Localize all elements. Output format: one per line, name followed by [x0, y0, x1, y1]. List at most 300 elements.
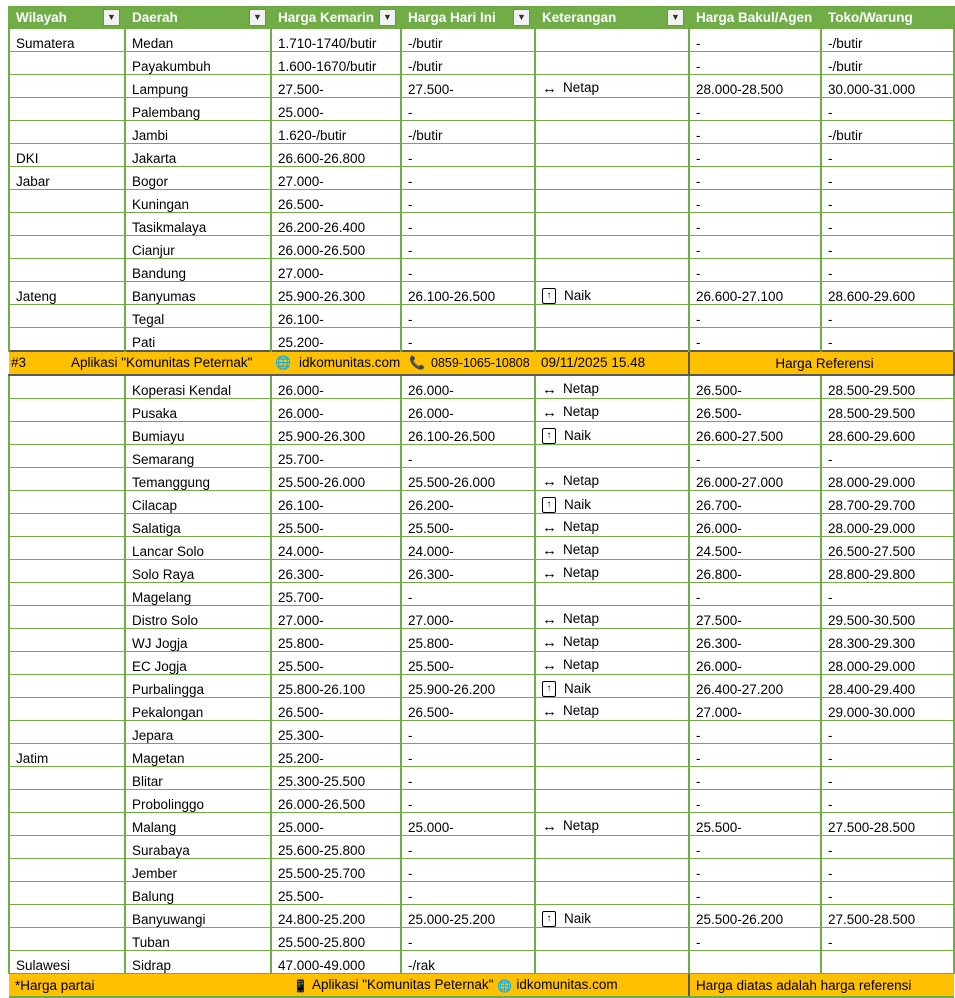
cell-wilayah[interactable] — [9, 905, 125, 928]
cell-toko-warung[interactable] — [821, 52, 954, 75]
cell-daerah[interactable] — [125, 652, 271, 675]
cell-wilayah[interactable] — [9, 951, 125, 974]
cell-keterangan[interactable] — [535, 305, 689, 328]
cell-harga-bakul[interactable] — [689, 606, 821, 629]
cell-keterangan[interactable] — [535, 629, 689, 652]
cell-keterangan[interactable] — [535, 882, 689, 905]
cell-harga-bakul[interactable] — [689, 190, 821, 213]
cell-wilayah[interactable] — [9, 190, 125, 213]
cell-keterangan[interactable] — [535, 375, 689, 399]
cell-daerah[interactable] — [125, 305, 271, 328]
cell-daerah[interactable] — [125, 767, 271, 790]
cell-wilayah[interactable] — [9, 813, 125, 836]
cell-harga-bakul[interactable] — [689, 468, 821, 491]
cell-wilayah[interactable] — [9, 422, 125, 445]
cell-harga-kemarin[interactable] — [271, 629, 401, 652]
cell-harga-bakul[interactable] — [689, 399, 821, 422]
cell-harga-kemarin[interactable] — [271, 951, 401, 974]
cell-wilayah[interactable] — [9, 583, 125, 606]
cell-keterangan[interactable] — [535, 951, 689, 974]
cell-wilayah[interactable] — [9, 468, 125, 491]
cell-daerah[interactable] — [125, 583, 271, 606]
cell-harga-hari-ini[interactable] — [401, 259, 535, 282]
cell-harga-bakul[interactable] — [689, 928, 821, 951]
cell-keterangan[interactable] — [535, 859, 689, 882]
cell-harga-kemarin[interactable] — [271, 698, 401, 721]
cell-wilayah[interactable] — [9, 328, 125, 352]
cell-keterangan[interactable] — [535, 721, 689, 744]
cell-harga-kemarin[interactable] — [271, 375, 401, 399]
cell-daerah[interactable] — [125, 928, 271, 951]
cell-daerah[interactable] — [125, 259, 271, 282]
cell-harga-bakul[interactable] — [689, 951, 821, 974]
cell-toko-warung[interactable] — [821, 144, 954, 167]
cell-wilayah[interactable] — [9, 514, 125, 537]
cell-wilayah[interactable] — [9, 167, 125, 190]
cell-harga-hari-ini[interactable] — [401, 422, 535, 445]
cell-wilayah[interactable] — [9, 282, 125, 305]
cell-harga-hari-ini[interactable] — [401, 144, 535, 167]
cell-keterangan[interactable] — [535, 98, 689, 121]
cell-daerah[interactable] — [125, 629, 271, 652]
cell-wilayah[interactable] — [9, 652, 125, 675]
cell-keterangan[interactable] — [535, 167, 689, 190]
cell-harga-kemarin[interactable] — [271, 98, 401, 121]
cell-harga-bakul[interactable] — [689, 629, 821, 652]
cell-harga-bakul[interactable] — [689, 790, 821, 813]
cell-toko-warung[interactable] — [821, 422, 954, 445]
cell-harga-kemarin[interactable] — [271, 236, 401, 259]
cell-harga-bakul[interactable] — [689, 675, 821, 698]
cell-harga-bakul[interactable] — [689, 514, 821, 537]
cell-keterangan[interactable] — [535, 491, 689, 514]
cell-wilayah[interactable] — [9, 491, 125, 514]
cell-keterangan[interactable] — [535, 121, 689, 144]
cell-harga-bakul[interactable] — [689, 29, 821, 52]
cell-toko-warung[interactable] — [821, 305, 954, 328]
cell-wilayah[interactable] — [9, 721, 125, 744]
cell-wilayah[interactable] — [9, 928, 125, 951]
cell-wilayah[interactable] — [9, 121, 125, 144]
cell-harga-hari-ini[interactable] — [401, 652, 535, 675]
cell-harga-kemarin[interactable] — [271, 928, 401, 951]
cell-wilayah[interactable] — [9, 629, 125, 652]
cell-daerah[interactable] — [125, 121, 271, 144]
header-harga-hari-ini[interactable]: Harga Hari Ini ▼ — [401, 6, 535, 29]
cell-harga-bakul[interactable] — [689, 236, 821, 259]
filter-dropdown-icon[interactable]: ▼ — [249, 9, 266, 26]
cell-harga-hari-ini[interactable] — [401, 445, 535, 468]
cell-harga-bakul[interactable] — [689, 813, 821, 836]
cell-daerah[interactable] — [125, 144, 271, 167]
cell-toko-warung[interactable] — [821, 167, 954, 190]
cell-harga-kemarin[interactable] — [271, 328, 401, 352]
cell-toko-warung[interactable] — [821, 190, 954, 213]
cell-keterangan[interactable] — [535, 422, 689, 445]
cell-daerah[interactable] — [125, 790, 271, 813]
cell-harga-hari-ini[interactable] — [401, 167, 535, 190]
cell-toko-warung[interactable] — [821, 282, 954, 305]
cell-harga-hari-ini[interactable] — [401, 75, 535, 98]
cell-text: - — [696, 197, 701, 212]
cell-harga-kemarin[interactable] — [271, 813, 401, 836]
cell-text: - — [696, 266, 701, 281]
cell-harga-kemarin[interactable] — [271, 75, 401, 98]
cell-harga-hari-ini[interactable] — [401, 236, 535, 259]
cell-keterangan[interactable] — [535, 652, 689, 675]
cell-keterangan[interactable] — [535, 698, 689, 721]
cell-harga-hari-ini[interactable] — [401, 905, 535, 928]
filter-dropdown-icon[interactable]: ▼ — [103, 9, 120, 26]
cell-harga-kemarin[interactable] — [271, 560, 401, 583]
cell-toko-warung[interactable] — [821, 882, 954, 905]
cell-daerah[interactable] — [125, 882, 271, 905]
cell-harga-bakul[interactable] — [689, 121, 821, 144]
header-keterangan[interactable]: Keterangan ▼ — [535, 6, 689, 29]
cell-toko-warung[interactable] — [821, 721, 954, 744]
table-row — [9, 144, 954, 167]
cell-keterangan[interactable] — [535, 583, 689, 606]
cell-toko-warung[interactable] — [821, 836, 954, 859]
cell-wilayah[interactable] — [9, 859, 125, 882]
cell-daerah[interactable] — [125, 328, 271, 352]
cell-text: 26.100- — [278, 498, 324, 513]
cell-keterangan[interactable] — [535, 445, 689, 468]
cell-harga-bakul[interactable] — [689, 75, 821, 98]
cell-daerah[interactable] — [125, 422, 271, 445]
cell-toko-warung[interactable] — [821, 859, 954, 882]
cell-harga-kemarin[interactable] — [271, 606, 401, 629]
cell-harga-hari-ini[interactable] — [401, 121, 535, 144]
cell-harga-kemarin[interactable] — [271, 721, 401, 744]
cell-wilayah[interactable] — [9, 75, 125, 98]
cell-wilayah[interactable] — [9, 29, 125, 52]
cell-harga-bakul[interactable] — [689, 491, 821, 514]
cell-wilayah[interactable] — [9, 560, 125, 583]
cell-daerah[interactable] — [125, 537, 271, 560]
cell-toko-warung[interactable] — [821, 560, 954, 583]
cell-toko-warung[interactable] — [821, 399, 954, 422]
cell-wilayah[interactable] — [9, 836, 125, 859]
cell-harga-kemarin[interactable] — [271, 52, 401, 75]
cell-daerah[interactable] — [125, 282, 271, 305]
cell-daerah[interactable] — [125, 836, 271, 859]
cell-harga-kemarin[interactable] — [271, 652, 401, 675]
cell-daerah[interactable] — [125, 560, 271, 583]
cell-harga-bakul[interactable] — [689, 836, 821, 859]
cell-keterangan[interactable] — [535, 236, 689, 259]
cell-wilayah[interactable] — [9, 790, 125, 813]
cell-text: - — [408, 935, 413, 950]
cell-harga-hari-ini[interactable] — [401, 375, 535, 399]
cell-wilayah[interactable] — [9, 445, 125, 468]
cell-harga-hari-ini[interactable] — [401, 328, 535, 352]
cell-toko-warung[interactable] — [821, 213, 954, 236]
cell-toko-warung[interactable] — [821, 29, 954, 52]
cell-harga-kemarin[interactable] — [271, 121, 401, 144]
cell-harga-hari-ini[interactable] — [401, 305, 535, 328]
header-harga-kemarin[interactable]: Harga Kemarin ▼ — [271, 6, 401, 29]
cell-daerah[interactable] — [125, 951, 271, 974]
cell-harga-kemarin[interactable] — [271, 213, 401, 236]
cell-daerah[interactable] — [125, 606, 271, 629]
cell-keterangan[interactable] — [535, 52, 689, 75]
cell-harga-kemarin[interactable] — [271, 767, 401, 790]
cell-harga-kemarin[interactable] — [271, 282, 401, 305]
cell-keterangan[interactable] — [535, 282, 689, 305]
cell-harga-kemarin[interactable] — [271, 882, 401, 905]
cell-keterangan[interactable] — [535, 767, 689, 790]
cell-daerah[interactable] — [125, 29, 271, 52]
cell-toko-warung[interactable] — [821, 744, 954, 767]
cell-harga-kemarin[interactable] — [271, 491, 401, 514]
cell-daerah[interactable] — [125, 213, 271, 236]
cell-daerah[interactable] — [125, 52, 271, 75]
cell-daerah[interactable] — [125, 491, 271, 514]
cell-harga-hari-ini[interactable] — [401, 859, 535, 882]
cell-harga-bakul[interactable] — [689, 422, 821, 445]
cell-toko-warung[interactable] — [821, 583, 954, 606]
cell-keterangan[interactable] — [535, 836, 689, 859]
cell-toko-warung[interactable] — [821, 698, 954, 721]
cell-keterangan[interactable] — [535, 790, 689, 813]
cell-harga-kemarin[interactable] — [271, 259, 401, 282]
cell-harga-hari-ini[interactable] — [401, 813, 535, 836]
cell-daerah[interactable] — [125, 721, 271, 744]
cell-keterangan[interactable] — [535, 468, 689, 491]
cell-wilayah[interactable] — [9, 52, 125, 75]
cell-harga-bakul[interactable] — [689, 882, 821, 905]
cell-harga-hari-ini[interactable] — [401, 629, 535, 652]
cell-toko-warung[interactable] — [821, 491, 954, 514]
cell-toko-warung[interactable] — [821, 121, 954, 144]
filter-dropdown-icon[interactable]: ▼ — [379, 9, 396, 26]
left-right-arrow-icon: ↔ — [542, 611, 557, 628]
cell-toko-warung[interactable] — [821, 375, 954, 399]
cell-harga-kemarin[interactable] — [271, 905, 401, 928]
cell-harga-hari-ini[interactable] — [401, 98, 535, 121]
cell-harga-hari-ini[interactable] — [401, 583, 535, 606]
cell-keterangan[interactable] — [535, 537, 689, 560]
cell-harga-hari-ini[interactable] — [401, 52, 535, 75]
cell-harga-bakul[interactable] — [689, 905, 821, 928]
cell-harga-kemarin[interactable] — [271, 144, 401, 167]
cell-keterangan[interactable] — [535, 928, 689, 951]
cell-toko-warung[interactable] — [821, 629, 954, 652]
cell-daerah[interactable] — [125, 675, 271, 698]
cell-keterangan[interactable] — [535, 213, 689, 236]
cell-harga-hari-ini[interactable] — [401, 721, 535, 744]
cell-text: Tuban — [132, 935, 170, 950]
cell-harga-kemarin[interactable] — [271, 305, 401, 328]
cell-toko-warung[interactable] — [821, 905, 954, 928]
cell-harga-hari-ini[interactable] — [401, 491, 535, 514]
cell-harga-bakul[interactable] — [689, 167, 821, 190]
cell-harga-kemarin[interactable] — [271, 583, 401, 606]
cell-wilayah[interactable] — [9, 98, 125, 121]
cell-keterangan[interactable] — [535, 399, 689, 422]
cell-harga-hari-ini[interactable] — [401, 698, 535, 721]
cell-harga-kemarin[interactable] — [271, 790, 401, 813]
cell-harga-kemarin[interactable] — [271, 190, 401, 213]
cell-harga-hari-ini[interactable] — [401, 282, 535, 305]
cell-harga-hari-ini[interactable] — [401, 213, 535, 236]
cell-harga-hari-ini[interactable] — [401, 537, 535, 560]
footer-row — [9, 974, 954, 998]
cell-daerah[interactable] — [125, 698, 271, 721]
cell-daerah[interactable] — [125, 468, 271, 491]
cell-daerah[interactable] — [125, 905, 271, 928]
cell-harga-bakul[interactable] — [689, 652, 821, 675]
cell-wilayah[interactable] — [9, 882, 125, 905]
cell-toko-warung[interactable] — [821, 675, 954, 698]
cell-toko-warung[interactable] — [821, 951, 954, 974]
cell-harga-hari-ini[interactable] — [401, 928, 535, 951]
filter-dropdown-icon[interactable]: ▼ — [667, 9, 684, 26]
cell-harga-hari-ini[interactable] — [401, 468, 535, 491]
cell-harga-hari-ini[interactable] — [401, 190, 535, 213]
cell-toko-warung[interactable] — [821, 236, 954, 259]
cell-harga-bakul[interactable] — [689, 560, 821, 583]
cell-harga-kemarin[interactable] — [271, 445, 401, 468]
cell-harga-bakul[interactable] — [689, 305, 821, 328]
cell-daerah[interactable] — [125, 98, 271, 121]
cell-wilayah[interactable] — [9, 767, 125, 790]
cell-toko-warung[interactable] — [821, 790, 954, 813]
cell-harga-bakul[interactable] — [689, 328, 821, 352]
cell-wilayah[interactable] — [9, 744, 125, 767]
cell-harga-hari-ini[interactable] — [401, 882, 535, 905]
cell-harga-kemarin[interactable] — [271, 859, 401, 882]
cell-daerah[interactable] — [125, 75, 271, 98]
cell-keterangan[interactable] — [535, 606, 689, 629]
cell-harga-hari-ini[interactable] — [401, 744, 535, 767]
cell-keterangan[interactable] — [535, 675, 689, 698]
cell-daerah[interactable] — [125, 813, 271, 836]
cell-harga-kemarin[interactable] — [271, 836, 401, 859]
cell-wilayah[interactable] — [9, 606, 125, 629]
cell-harga-bakul[interactable] — [689, 98, 821, 121]
cell-wilayah[interactable] — [9, 305, 125, 328]
cell-keterangan[interactable] — [535, 514, 689, 537]
cell-keterangan[interactable] — [535, 560, 689, 583]
header-daerah[interactable]: Daerah ▼ — [125, 6, 271, 29]
cell-harga-bakul[interactable] — [689, 144, 821, 167]
cell-keterangan[interactable] — [535, 190, 689, 213]
cell-harga-kemarin[interactable] — [271, 537, 401, 560]
cell-daerah[interactable] — [125, 236, 271, 259]
cell-toko-warung[interactable] — [821, 259, 954, 282]
cell-keterangan[interactable] — [535, 144, 689, 167]
cell-harga-hari-ini[interactable] — [401, 399, 535, 422]
cell-toko-warung[interactable] — [821, 767, 954, 790]
cell-harga-hari-ini[interactable] — [401, 675, 535, 698]
cell-harga-bakul[interactable] — [689, 282, 821, 305]
filter-dropdown-icon[interactable]: ▼ — [513, 9, 530, 26]
cell-harga-hari-ini[interactable] — [401, 606, 535, 629]
cell-toko-warung[interactable] — [821, 98, 954, 121]
cell-keterangan[interactable] — [535, 29, 689, 52]
cell-toko-warung[interactable] — [821, 445, 954, 468]
cell-daerah[interactable] — [125, 859, 271, 882]
cell-keterangan[interactable] — [535, 328, 689, 352]
cell-daerah[interactable] — [125, 190, 271, 213]
cell-harga-bakul[interactable] — [689, 744, 821, 767]
cell-daerah[interactable] — [125, 445, 271, 468]
cell-toko-warung[interactable] — [821, 514, 954, 537]
cell-keterangan[interactable] — [535, 259, 689, 282]
cell-harga-bakul[interactable] — [689, 213, 821, 236]
cell-harga-hari-ini[interactable] — [401, 836, 535, 859]
cell-harga-hari-ini[interactable] — [401, 767, 535, 790]
cell-harga-kemarin[interactable] — [271, 422, 401, 445]
cell-harga-hari-ini[interactable] — [401, 951, 535, 974]
cell-harga-bakul[interactable] — [689, 445, 821, 468]
cell-daerah[interactable] — [125, 375, 271, 399]
cell-toko-warung[interactable] — [821, 328, 954, 352]
cell-toko-warung[interactable] — [821, 537, 954, 560]
cell-harga-bakul[interactable] — [689, 859, 821, 882]
cell-harga-bakul[interactable] — [689, 767, 821, 790]
cell-toko-warung[interactable] — [821, 813, 954, 836]
cell-harga-kemarin[interactable] — [271, 675, 401, 698]
cell-wilayah[interactable] — [9, 399, 125, 422]
cell-harga-hari-ini[interactable] — [401, 514, 535, 537]
cell-wilayah[interactable] — [9, 259, 125, 282]
cell-wilayah[interactable] — [9, 236, 125, 259]
table-row — [9, 698, 954, 721]
cell-harga-kemarin[interactable] — [271, 399, 401, 422]
cell-harga-bakul[interactable] — [689, 583, 821, 606]
cell-harga-kemarin[interactable] — [271, 468, 401, 491]
cell-harga-bakul[interactable] — [689, 721, 821, 744]
cell-harga-bakul[interactable] — [689, 375, 821, 399]
cell-keterangan[interactable] — [535, 744, 689, 767]
cell-harga-kemarin[interactable] — [271, 29, 401, 52]
cell-daerah[interactable] — [125, 399, 271, 422]
cell-daerah[interactable] — [125, 167, 271, 190]
cell-toko-warung[interactable] — [821, 75, 954, 98]
cell-toko-warung[interactable] — [821, 928, 954, 951]
cell-harga-hari-ini[interactable] — [401, 560, 535, 583]
cell-daerah[interactable] — [125, 514, 271, 537]
cell-wilayah[interactable] — [9, 698, 125, 721]
cell-toko-warung[interactable] — [821, 606, 954, 629]
cell-harga-bakul[interactable] — [689, 537, 821, 560]
cell-harga-hari-ini[interactable] — [401, 29, 535, 52]
cell-daerah[interactable] — [125, 744, 271, 767]
cell-keterangan[interactable] — [535, 905, 689, 928]
cell-wilayah[interactable] — [9, 375, 125, 399]
cell-keterangan[interactable] — [535, 75, 689, 98]
table-row — [9, 560, 954, 583]
cell-wilayah[interactable] — [9, 675, 125, 698]
cell-harga-bakul[interactable] — [689, 52, 821, 75]
cell-keterangan[interactable] — [535, 813, 689, 836]
cell-harga-kemarin[interactable] — [271, 744, 401, 767]
cell-toko-warung[interactable] — [821, 468, 954, 491]
cell-toko-warung[interactable] — [821, 652, 954, 675]
header-wilayah[interactable]: Wilayah ▼ — [9, 6, 125, 29]
cell-harga-hari-ini[interactable] — [401, 790, 535, 813]
cell-harga-bakul[interactable] — [689, 698, 821, 721]
cell-harga-bakul[interactable] — [689, 259, 821, 282]
cell-wilayah[interactable] — [9, 213, 125, 236]
cell-wilayah[interactable] — [9, 537, 125, 560]
cell-harga-kemarin[interactable] — [271, 167, 401, 190]
cell-wilayah[interactable] — [9, 144, 125, 167]
cell-harga-kemarin[interactable] — [271, 514, 401, 537]
